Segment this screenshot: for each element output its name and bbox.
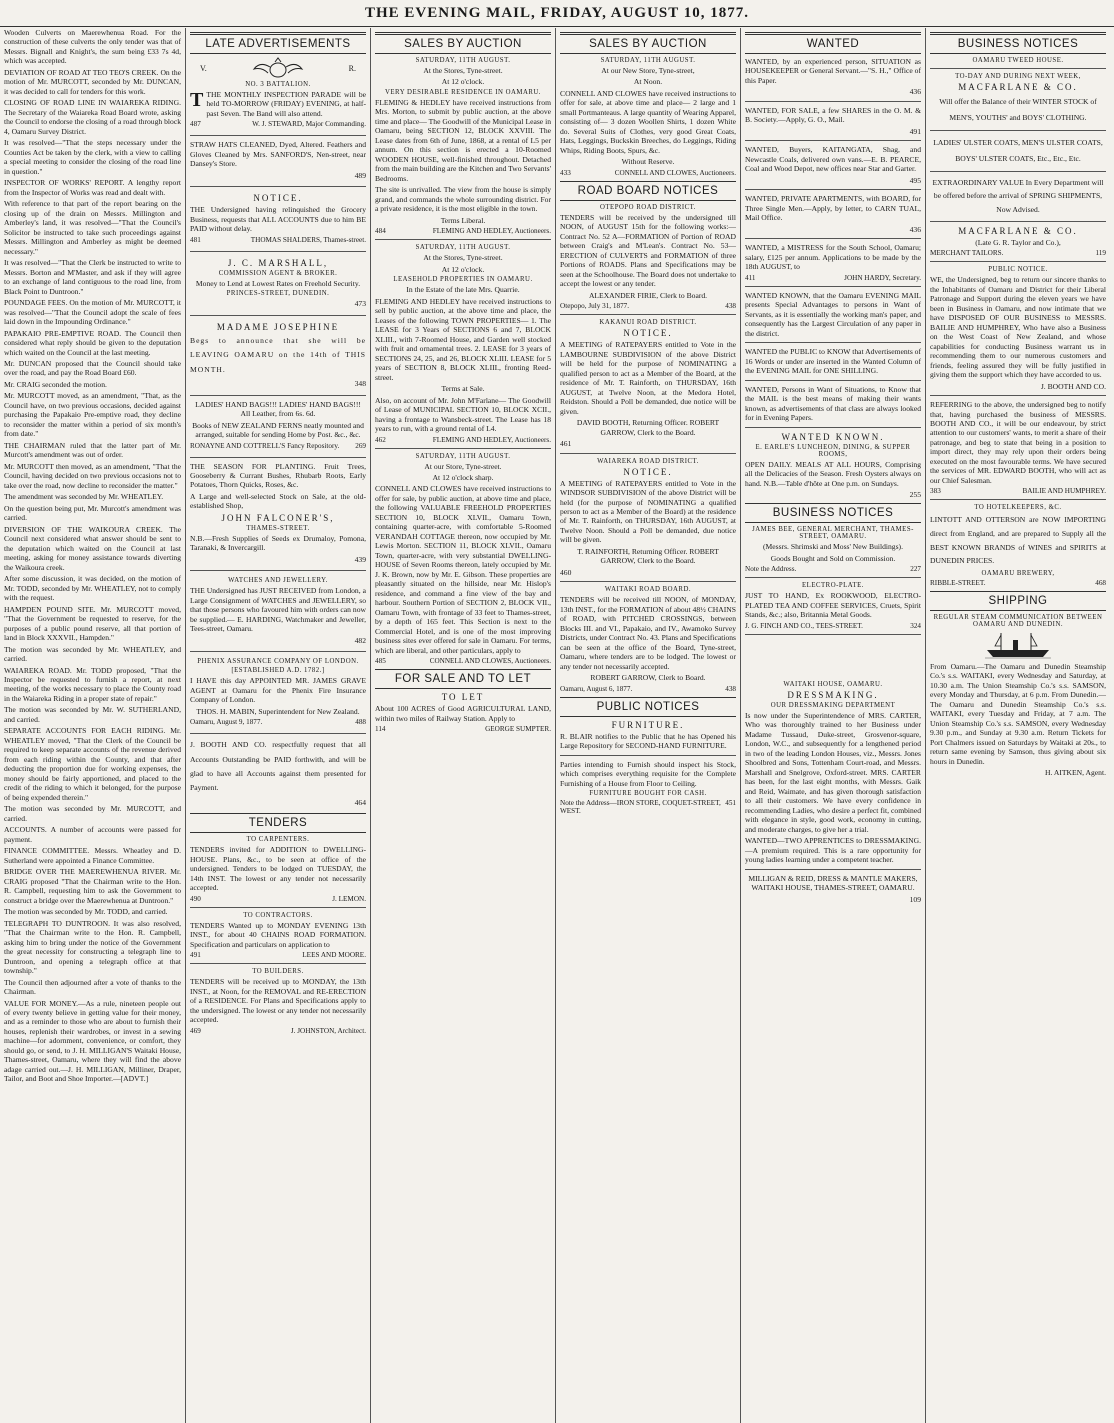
furniture-heading: FURNITURE. [611, 719, 685, 730]
notice-date: Oamaru, August 6, 1877. [560, 684, 633, 693]
madame-josephine-ad [190, 320, 366, 391]
news-paragraph: The amendment was seconded by Mr. WHEATLEY. [4, 492, 164, 502]
watches-heading: WATCHES AND JEWELLERY. [228, 577, 328, 585]
falconer-text: A Large and well-selected Stock on Sale, at the old-established Shop, [190, 491, 366, 511]
wanted-item: WANTED, PRIVATE APARTMENTS, with BOARD, for Three Single Men.—Apply, by letter, to CARN TUAL, Mail Office. [745, 194, 921, 223]
earle-name: E. EARLE'S LUNCHEON, DINING, & SUPPER ROOMS, [755, 443, 911, 458]
lemon-text: TENDERS invited for ADDITION to DWELLING-HOUSE. Plans, &c., to be seen at office of the undersigned. Tenders to be lodged on TUESDAY, the 14th INST. The lowest or any tender not necessarily accepted. [190, 845, 366, 893]
auction-place: At the Stores, Tyne-street. [423, 66, 503, 75]
news-paragraph: PAPAKAIO PRE-EMPTIVE ROAD. The Council then considered what reply should be given to the deputation which waited on the Council at the last meeting. [4, 328, 181, 357]
auction-terms: Terms at Sale. [441, 384, 485, 394]
section-heading: TENDERS [190, 813, 366, 833]
auction-place: At the Stores, Tyne-street. [423, 253, 503, 263]
news-paragraph: SEPARATE ACCOUNTS FOR EACH RIDING. Mr. WHEATLEY moved, "That the Clerk of the Council be required to keep separate accounts of the revenue derived from each riding within the County, and that after deducting the proportion due for working expenses, the money should be fairly apportioned, and placed to the credit of the riding to which it belonged, for the purpose of being expended therein." [4, 726, 181, 802]
district-heading: WAITAKI ROAD BOARD. [604, 586, 692, 594]
blair-address: Note the Address—IRON STORE, COQUET-STREET, WEST. [560, 799, 721, 816]
notice-heading: NOTICE. [623, 466, 673, 477]
auction-text: The site is unrivalled. The view from the house is simply grand, and commands the whole surrounding district. For a private residence, it is the most eligible in the town. [375, 185, 551, 214]
notice-text: THE Undersigned having relinquished the Grocery Business, requests that ALL ACCOUNTS due to him BE PAID without delay. [190, 205, 366, 234]
news-paragraph: ACCOUNTS. A number of accounts were passed for payment. [4, 825, 181, 844]
value-text: EXTRAORDINARY VALUE In Every Department will be offered before the arrival of SPRING SHIPMENTS, Now Advised. [932, 177, 1104, 215]
madame-text: Begs to announce that she will be LEAVING OAMARU on the 14th of THIS MONTH. [190, 335, 366, 374]
straw-hats-ad [190, 140, 366, 182]
district-text: A MEETING of RATEPAYERS entitled to Vote in the WINDSOR SUBDIVISION of the above District will be held (for the purpose of NOMINATING a qualified person to act as a Member of the Board) at the residence of Mr. T. Rainforth, on THURSDAY, 16th AUGUST, at Twelve Noon. Should a Poll be demanded, due notice will be given. [560, 478, 736, 545]
auction-text: FLEMING AND HEDLEY have received instructions to sell by public auction, at the above time and place, the Leases of the following TOWN PROPERTIES— 1. The LEASE for 3 Years of SECTIONS 6 and 7, BLOCK XLIII., with 7-Roomed House, and Garden well stocked with fruit and ornamental trees. 2. LEASE for 3 years of SECTIONS 24, 25, and 26, BLOCK XLIII. LEASE for 5 years of SECTION 8, BLOCK XLIII., fronting Reed-street. [375, 296, 551, 382]
ad-number: 473 [354, 299, 366, 309]
ad-number: 348 [354, 379, 366, 389]
news-paragraph: Mr. MURCOTT then moved, as an amendment, "That the Council, having decided on two previous occasions not to take over the road, now decline to reconsider the matter." [4, 461, 181, 490]
column-wanted [740, 28, 925, 1423]
dressmaking-text: Is now under the Superintendence of MRS. CARTER, Who was thoroughly trained to her Business under Madame Tussaud, Duke-street, Grosvenor-square, London, W.C., and subsequently for a lengthened period in two of the leading London Houses, viz., Messrs. Jones Shoolbred and Sons, Tottenham Court-road, and Messrs. Marshall and Snelgrove, Oxford-street. MRS. CARTER has been, for the last eight months, with Messrs. Gaik and Reid, Waimate, and has given thorough satisfaction to all their customers. We have every confidence in recommending Ladies, who desire a perfect fit, combined with elegance in style, good work, economy in cutting, and moderate charges, to give her a trial. [745, 710, 921, 834]
auction-time: At Noon. [633, 77, 663, 87]
news-paragraph: FINANCE COMMITTEE. Messrs. Wheatley and D. Sutherland were appointed a Finance Committee. [4, 846, 181, 865]
news-paragraph: Mr. MURCOTT moved, as an amendment, "That, as the Council have, on two previous occasions, decided against purchasing the Papakaio Pre-emptive road, they decline to reconsider the matter within a period of six month's from date." [4, 391, 181, 439]
phenix-signature: THOS. H. MABIN, Superintendent for New Zealand. [196, 706, 360, 716]
bee-text: Goods Bought and Sold on Commission. [770, 553, 896, 563]
news-paragraph: The Council then adjourned after a vote of thanks to the Chairman. [4, 977, 181, 997]
planting-ad [190, 462, 366, 567]
planting-text: THE SEASON FOR PLANTING. Fruit Trees, Gooseberry & Currant Bushes, Rhubarb Roots, Early Potatoes, Thorn Quicks, Roses, &c. [190, 461, 366, 490]
news-paragraph: VALUE FOR MONEY.—As a rule, nineteen people out of every twenty believe in getting value for their money, and as a reminder to those who are about to furnish their houses, replenish their wardrobes, or invest in a sewing machine—for adornment, convenience, or comfort, they should go, or send, to J. H. MILLIGAN'S Waitaki House, Thames-street, Oamaru, where they will find the above adage carried out.—J. H. MILLIGAN, Milliner, Draper, Tailor, and Boot and Shoe Importer.—[ADVT.] [4, 998, 181, 1084]
falconer-note: N.B.—Fresh Supplies of Seeds ex Drumaloy, Pomona, Taranaki, & Invercargill. [190, 533, 366, 553]
masthead-title: THE EVENING MAIL, FRIDAY, AUGUST 10, 1877. [364, 4, 749, 21]
section-heading: BUSINESS NOTICES [930, 32, 1106, 54]
district-heading: OTEPOPO ROAD DISTRICT. [599, 203, 697, 211]
brewery-address: RIBBLE-STREET. [930, 579, 986, 587]
macfarlane-name: MACFARLANE & CO. [958, 225, 1078, 236]
section-heading: FOR SALE AND TO LET [375, 669, 551, 689]
auction-text: CONNELL AND CLOWES have received instructions to offer for sale, by public auction, at above time and place, the following VALUABLE FREEHOLD PROPERTIES SECTION 10, BLOCK XLVII., Oamaru Town, containing quarter-acre, with comfortable 5-Roomed VERANDAH COTTAGE thereon, now occupied by Mr. Lewis Morton. SECTION 11, BLOCK XLVII., Oamaru Town, quarter-acre, with very substantial DWELLING-HOUSE of Seven Rooms thereon, lately occupied by Mr. J. K. Brown, now by Mr. E. Gibson. These properties are pleasantly situated on the hillside, near Mr. Hislop's residence, and command a fine view of the bay and harbour. Southern Portion of SECTION 2, BLOCK VII., Oamaru Town, with frontage of 33 feet to Thames-street, by a depth of 165 feet. This Section is next to the Commercial Hotel, and is one of the most improving business sites ever offered for sale in Oamaru. For terms, which are liberal, and other particulars, apply to [375, 484, 551, 655]
brewery-name: OAMARU BREWERY, [981, 570, 1055, 577]
falconer-name: JOHN FALCONER'S, [221, 512, 335, 523]
macfarlane-subtitle: (Late G. R. Taylor and Co.), [975, 237, 1061, 247]
phenix-heading: PHENIX ASSURANCE COMPANY OF LONDON. [197, 658, 359, 666]
wanted-item: WANTED, Persons in Want of Situations, to Know that the MAIL is the best means of making their wants known, as advertisements of that class are always looked for in Evening Papers. [745, 384, 921, 423]
news-paragraph: Mr. CRAIG seconded the motion. [4, 379, 107, 389]
straw-hats-text: STRAW HATS CLEANED, Dyed, Altered. Feathers and Gloves Cleaned by Mrs. SANFORD'S, Nen-street, near Dansey's Store. [190, 140, 366, 169]
marshall-ad [190, 256, 366, 311]
dressmaking-heading: DRESSMAKING. [787, 689, 879, 700]
notice-heading: NOTICE. [623, 328, 673, 339]
today-heading: TO-DAY AND DURING NEXT WEEK, [955, 73, 1081, 80]
auction-date: SATURDAY, 11TH AUGUST. [415, 244, 511, 252]
to-let-heading: TO LET [441, 692, 485, 703]
signature: CONNELL AND CLOWES, Auctioneers. [614, 168, 736, 177]
watches-text: THE Undersigned has JUST RECEIVED from London, a Large Consignment of WATCHES and JEWELLERY, so that those persons who favoured him with orders can now be supplied.— E. HARDING, Watchmaker and Jeweller, Tees-street, Oamaru. [190, 586, 366, 634]
electro-heading: ELECTRO-PLATE. [802, 582, 864, 590]
auction-time: At 12 o'clock. [441, 77, 485, 87]
district-text: A MEETING of RATEPAYERS entitled to Vote in the LAMBOURNE SUBDIVISION of the above District will be held for the purpose of NOMINATING a qualified person to act as a Member of the Board, at the residence of Mr. T. Rainforth, on THURSDAY, 16th AUGUST, at Twelve Noon, at the Medora Hotel, Reidston. Should a Poll be demanded, due notice will be given. [560, 340, 736, 416]
news-paragraph: Mr. DUNCAN proposed that the Council should take over the road, and pay the Road Board £60. [4, 358, 181, 378]
ad-number: 109 [909, 894, 921, 904]
johnston-text: TENDERS will be received up to MONDAY, the 13th INST., at Noon, for the REMOVAL and RE-ERECTION of a RESIDENCE. For Plans and Specifications apply to the undersigned. The lowest or any tender not necessarily accepted. [190, 977, 366, 1025]
ad-number: 462 [375, 435, 386, 444]
news-paragraph: BRIDGE OVER THE MAEREWHENUA RIVER. Mr. CRAIG proposed "That the Chairman write to the Hon. R. Campbell, requesting him to ask the Government to construct a bridge over the Maerewhenua at Duntroon." [4, 867, 181, 905]
ad-number: 487 [190, 120, 201, 129]
marshall-text: Money to Lend at Lowest Rates on Freehold Security. [195, 278, 361, 288]
ad-number: 491 [190, 951, 201, 960]
bags-text: LADIES' HAND BAGS!!! LADIES' HAND BAGS!!! All Leather, from 6s. 6d. [195, 399, 361, 419]
wanted-known-heading: WANTED KNOWN. [781, 431, 885, 442]
auction-terms: Terms Liberal. [440, 215, 486, 225]
phenix-date: Oamaru, August 9, 1877. [190, 718, 263, 727]
earle-text: OPEN DAILY. MEALS AT ALL HOURS, Comprising all the Delicacies of the Season. Fresh Oysters always on hand. N.B.—Table d'hôte at One p.m. on Sundays. [745, 459, 921, 488]
watches-ad [190, 575, 366, 647]
ad-number: 451 [725, 799, 736, 808]
auction-date: SATURDAY, 11TH AUGUST. [415, 57, 511, 64]
signature: J. G. FINCH AND CO., TEES-STREET. [745, 621, 863, 630]
masthead [0, 0, 1114, 27]
ad-number: 269 [355, 441, 366, 450]
ad-number: 436 [909, 224, 921, 234]
macfarlane-name: MACFARLANE & CO. [958, 82, 1078, 92]
vr-right: R. [348, 63, 356, 73]
auction-date: SATURDAY, 11TH AUGUST. [415, 452, 511, 460]
news-paragraph: Wooden Culverts on Maerewhenua Road. For the construction of these culverts the only tender was that of Messrs. Bignall and Knight's, the sum being £33 7s 4d, which was accepted. [4, 28, 181, 66]
wanted-item: WANTED, FOR SALE, a few SHARES in the O. M. & B. Society.—Apply, G. O., Mail. [745, 105, 921, 125]
madame-name: MADAME JOSEPHINE [216, 321, 340, 332]
tender-subheading: TO CONTRACTORS. [243, 911, 313, 919]
auction-time: At 12 o'clock. [441, 264, 485, 274]
tweed-heading: OAMARU TWEED HOUSE. [972, 57, 1064, 64]
district-text: TENDERS will be received till NOON, of MONDAY, 13th INST., for the FORMATION of about 48½ CHAINS of ROAD, with PITCHED CROSSINGS, between Blocks III. and VI., Papakaio, and IV., Awamoko Survey Districts, under Contract No. 43. Plans and Specifications can be seen at the office of the Board, Tyne-street, Oamaru, where tenders are to be lodged. The lowest or any tender not necessarily accepted. [560, 595, 736, 671]
marshall-address: PRINCES-STREET, DUNEDIN. [226, 290, 330, 298]
ad-number: 461 [560, 439, 572, 449]
column-news [0, 28, 185, 1423]
battalion-notice: V. R. NO. 3 BATTALION. TTHE MONTHLY INSPECTION PARADE will be held TO-MORROW (FRIDAY) EVENING, at half-past Seven. The Band will also attend. 487 W. J. STEWARD, Major Commanding. [190, 57, 366, 131]
signature: ALEXANDER FIRIE, Clerk to Board. [588, 290, 708, 300]
vr-left: V. [200, 63, 207, 73]
news-paragraph: POUNDAGE FEES. On the motion of Mr. MURCOTT, it was resolved—"That the Council adopt the scale of fees laid down in the Impounding Ordinance." [4, 298, 181, 327]
signature: GEORGE SUMPTER. [485, 725, 551, 734]
auction-title: VERY DESIRABLE RESIDENCE IN OAMARU. [384, 88, 542, 96]
notice-date: Otepopo, July 31, 1877. [560, 302, 630, 311]
news-paragraph: HAMPDEN POUND SITE. Mr. MURCOTT moved, "That the Government be requested to reserve, for the purposes of a public pound reserve, all that portion of land in Block XXXVII., Hampden." [4, 604, 181, 643]
news-paragraph: TELEGRAPH TO DUNTROON. It was also resolved, "That the Chairman write to the Hon. R. Campbell, asking him to bring under the notice of the Government the great necessity for constructing a telegraph line to Duntroon, and opening a telegraph office at that township." [4, 918, 181, 976]
steamship-icon [983, 630, 1053, 660]
signature: H. AITKEN, Agent. [1045, 768, 1106, 778]
ad-number: 411 [745, 273, 756, 282]
ad-number: 489 [354, 170, 366, 180]
electro-text: JUST TO HAND, Ex ROOKWOOD, ELECTRO-PLATED TEA AND COFFEE SERVICES, Cruets, Spirit Stands, &c.; also, Britannia Metal Goods. [745, 591, 921, 620]
section-heading: ROAD BOARD NOTICES [560, 181, 736, 201]
signature: J. LEMON. [332, 894, 366, 903]
ad-number: 438 [725, 684, 736, 693]
wanted-item: WANTED the PUBLIC to KNOW that Advertisements of 16 Words or under are inserted in the Wanted Column of the EVENING MAIL for ONE SHILLING. [745, 347, 921, 376]
ad-number: 495 [909, 175, 921, 185]
ad-number: 438 [725, 302, 736, 311]
auction-text: FLEMING & HEDLEY have received instructions from Mrs. Morton, to submit by public auction, at the above time and place— The Goodwill of the Municipal Lease in Oamaru, being SECTION 12, BLOCK XXVIII. The Lease dates from 6th of June, 1868, at a rental of L5 per annum. On this section is erected a 10-Roomed WOODEN HOUSE, well-finished throughout. Detached from the main building are the Kitchen and Two Servants' Bedrooms. [375, 97, 551, 183]
shalders-notice [190, 191, 366, 246]
ad-number: 490 [190, 894, 201, 903]
hand-bags-ad [190, 400, 366, 453]
waitaki-house-heading: WAITAKI HOUSE, OAMARU. [783, 680, 883, 688]
news-paragraph: After some discussion, it was decided, on the motion of Mr. TODD, seconded by Mr. WHEATLEY, not to comply with the request. [4, 574, 181, 603]
auction-date: SATURDAY, 11TH AUGUST. [600, 57, 696, 64]
phenix-ad [190, 656, 366, 729]
ad-number: 119 [1095, 249, 1106, 258]
ad-number: 433 [560, 168, 571, 177]
referring-text: REFERRING to the above, the undersigned beg to notify that, having purchased the business of MESSRS. BOOTH AND CO., it will be our endeavour, by strict attention to our customers' wants, to merit a share of their patronage, and beg to state that being in a position to import direct, they may rely upon their orders being executed on the most favourable terms. We have secured the services of MR. EDWARD BOOTH, who will act as our Chief Salesman. [930, 400, 1106, 485]
auction-place: At our Store, Tyne-street. [424, 461, 502, 471]
hotel-heading: TO HOTELKEEPERS, &C. [974, 504, 1062, 512]
signature: FLEMING AND HEDLEY, Auctioneers. [432, 227, 551, 236]
signature: CONNELL AND CLOWES, Auctioneers. [429, 657, 551, 666]
falconer-address: THAMES-STREET. [246, 524, 310, 532]
news-paragraph: It was resolved—"That the Clerk be instructed to write to Messrs. Borton and M'Master, and ask if they will agree to an exchange of land contiguous to the road line, from Black Point to Duntroon." [4, 258, 181, 296]
ad-number: 439 [354, 554, 366, 564]
ad-number: 324 [910, 621, 921, 630]
news-paragraph: THE CHAIRMAN ruled that the latter part of Mr. Murcott's amendment was out of order. [4, 440, 181, 460]
ad-number: 485 [375, 657, 386, 666]
tender-subheading: TO BUILDERS. [252, 968, 304, 976]
bee-subtitle: (Messrs. Shrimski and Moss' New Buildings). [763, 542, 903, 552]
milligan-text: MILLIGAN & REID, DRESS & MANTLE MAKERS, WAITAKI HOUSE, THAMES-STREET, OAMARU. [748, 873, 918, 893]
shipping-text: From Oamaru.—The Oamaru and Dunedin Steamship Co.'s s.s. WAITAKI, every Wednesday and Saturday, at 10.30 a.m. The Union Steamship Co.'s s.s. SAMSON, every Monday and Thursday, at 6 p.m. From Dunedin.—The Oamaru and Dunedin Steamship Co.'s s.s. WAITAKI, every Tuesday and Friday, at 7 a.m. The Union Steamship Co.'s s.s. SAMSON, every Wednesday 9.30 p.m., and Sunday at 9.30 a.m. Return Tickets for Port Chalmers issued on Saturdays by Waitaki at 20s., to return same evening by Samson, thus giving about six hours in Dunedin. [930, 662, 1106, 766]
section-heading: SALES BY AUCTION [560, 32, 736, 54]
bee-name: JAMES BEE, GENERAL MERCHANT, THAMES-STREET, OAMARU. [752, 526, 914, 541]
royal-crest-icon [248, 57, 308, 79]
ad-number: 383 [930, 487, 941, 496]
ad-number: 469 [190, 1026, 201, 1035]
tender-subheading: TO CARPENTERS. [246, 836, 310, 844]
macfarlane-trade: MERCHANT TAILORS. [930, 249, 1004, 258]
marshall-name: J. C. MARSHALL, [227, 257, 329, 268]
ad-number: 468 [1095, 579, 1106, 587]
signature: DAVID BOOTH, Returning Officer. ROBERT GARROW, Clerk to the Board. [576, 418, 720, 437]
news-paragraph: With reference to that part of the report bearing on the closing up of the drain on Messrs. Millington and Amberley's land, it was resolved—"That the Council's Solicitor be instructed to take such proceedings against Messrs. Millington and Amberley as might be deemed necessary." [4, 199, 181, 256]
ad-number: 460 [560, 567, 572, 577]
news-paragraph: The motion was seconded by Mr. WHEATLEY, and carried. [4, 644, 181, 664]
news-paragraph: It was resolved—"That the steps necessary under the Counties Act be taken by the clerk, with a view to calling a special meeting to consider the closing of the road line in question." [4, 138, 181, 176]
public-notice-heading: PUBLIC NOTICE. [988, 266, 1048, 274]
news-paragraph: The motion was seconded by Mr. TODD, and carried. [4, 907, 168, 917]
phenix-established: [ESTABLISHED A.D. 1782.] [231, 667, 325, 675]
wanted-item: WANTED, by an experienced person, SITUATION as HOUSEKEEPER or General Servant.—"S. H.," Office of this Paper. [745, 57, 921, 85]
battalion-title: NO. 3 BATTALION. [245, 81, 311, 88]
auction-text: Also, on account of Mr. John M'Farlane— The Goodwill of Lease of MUNICIPAL SECTION 10, BLOCK XCII., having a frontage to Wansbeck-street. The Lease has 18 years to run, with a ground rental of L4. [375, 395, 551, 434]
ad-number: 484 [375, 227, 386, 236]
ad-number: 482 [354, 635, 366, 645]
macfarlane-text: Will offer the Balance of their WINTER STOCK of MEN'S, YOUTHS' and BOYS' CLOTHING. [939, 97, 1097, 122]
notice-heading: NOTICE. [253, 193, 303, 204]
signature: BAILIE AND HUMPHREY. [1022, 487, 1106, 496]
news-paragraph: The motion was seconded by Mr. W. SUTHERLAND, and carried. [4, 705, 181, 724]
page-columns [0, 28, 1114, 1423]
news-paragraph: WAIAREKA ROAD. Mr. TODD proposed, "That the Inspector be requested to furnish a report, at next meeting, of the works necessary to place the County road in the Waiareka Riding in a proper state of repair." [4, 665, 181, 703]
ad-number: 464 [354, 797, 366, 807]
to-let-text: About 100 ACRES of Good AGRICULTURAL LAND, within two miles of Railway Station. Apply to [375, 704, 551, 723]
marshall-title: COMMISSION AGENT & BROKER. [218, 269, 338, 277]
apprentices-text: WANTED—TWO APPRENTICES to DRESSMAKING.—A premium required. This is a rare opportunity for young ladies learning under a competent teacher. [745, 836, 921, 865]
blair-text: R. BLAIR notifies to the Public that he has Opened his Large Repository for SECOND-HAND FURNITURE. [560, 731, 736, 751]
bee-address: Note the Address. [745, 565, 797, 574]
auction-reserve: Without Reserve. [621, 157, 675, 167]
ulster-text: LADIES' ULSTER COATS, MEN'S ULSTER COATS, BOYS' ULSTER COATS, Etc., Etc., Etc. [933, 137, 1103, 163]
phenix-text: I HAVE this day APPOINTED MR. JAMES GRAVE AGENT at Oamaru for the Phenix Fire Insurance Company of London. [190, 676, 366, 705]
ad-number: 481 [190, 235, 201, 244]
signature: J. BOOTH AND CO. [1040, 381, 1106, 391]
dressmaking-subheading: OUR DRESSMAKING DEPARTMENT [770, 701, 896, 709]
signature: JOHN HARDY, Secretary. [844, 273, 921, 282]
blair-body: Parties intending to Furnish should inspect his Stock, which comprises everything requisite for the Complete Furnishing of a House from Floor to Ceiling. [560, 759, 736, 788]
ad-number: 491 [909, 126, 921, 136]
auction-title: LEASEHOLD PROPERTIES IN OAMARU. [393, 276, 533, 284]
booth-ad [190, 738, 366, 809]
ferns-text: Books of NEW ZEALAND FERNS neatly mounted and arranged, suitable for sending Home by Post. &c., &c. [192, 420, 364, 440]
wanted-item: WANTED KNOWN, that the Oamaru EVENING MAIL presents Special Advantages to persons in Want of Servants, as it is essentially the working man's paper, and consequently has the Largest Circulation of any paper in the district. [745, 290, 921, 338]
section-heading: PUBLIC NOTICES [560, 697, 736, 717]
ad-number: 436 [909, 87, 921, 97]
section-heading: SALES BY AUCTION [375, 32, 551, 54]
district-heading: KAKANUI ROAD DISTRICT. [599, 319, 697, 327]
lintott-text: LINTOTT AND OTTERSON are NOW IMPORTING direct from England, and are prepared to Supply all the BEST KNOWN BRANDS of WINES and SPIRITS at DUNEDIN PRICES. [930, 515, 1106, 566]
auction-text: CONNELL AND CLOWES have received instructions to offer for sale, at above time and place— 2 large and 1 small Portmanteaus. A large quantity of Wearing Apparel, consisting of— 3 dozen Woollen Shirts, 1 dozen White do. Several Suits of Clothes, very good Great Coats, Hats, Leggings, Buckskin Breeches, do Leggings, Riding Whips, Riding Boots, Spurs, &c. [560, 88, 736, 155]
auction-subtitle: In the Estate of the late Mrs. Quarrie. [406, 285, 520, 295]
column-sales-by-auction-2 [555, 28, 740, 1423]
news-paragraph: The motion was seconded by Mr. MURCOTT, and carried. [4, 804, 181, 823]
auction-time: At 12 o'clock sharp. [432, 472, 494, 482]
ad-number: 255 [909, 489, 921, 499]
news-paragraph: On the question being put, Mr. Murcott's amendment was carried. [4, 503, 181, 523]
section-heading: LATE ADVERTISEMENTS [190, 32, 366, 54]
section-heading: WANTED [745, 32, 921, 54]
section-heading: SHIPPING [930, 591, 1106, 611]
signature: THOMAS SHALDERS, Thames-street. [250, 235, 366, 244]
wanted-item: WANTED, a MISTRESS for the South School, Oamaru; salary, £125 per annum. Applications to be made by the 18th AUGUST, to [745, 243, 921, 272]
lees-text: TENDERS Wanted up to MONDAY EVENING 13th INST., for about 40 CHAINS ROAD FORMATION. Specification and particulars on application to [190, 920, 366, 949]
signature: FLEMING AND HEDLEY, Auctioneers. [432, 435, 551, 444]
auction-place: At our New Store, Tyne-street, [601, 66, 695, 75]
district-text: TENDERS will be received by the undersigned till NOON, of AUGUST 15th for the following works:— Contract No. 52 A—FORMATION of Portion of ROAD between Craig's and M'Lean's. Contract No. 53—ERECTION of CULVERTS and FORMATION of three Portions of ROADS. Plans and Specifications may be seen at the Schoolhouse. The Board does not undertake to accept the lowest or any tender. [560, 212, 736, 289]
signature: W. J. STEWARD, Major Commanding. [252, 120, 366, 129]
ronayne-name: RONAYNE AND COTTRELL'S Fancy Repository. [190, 441, 340, 450]
news-paragraph: DEVIATION OF ROAD AT TEO TEO'S CREEK. On the motion of Mr. MURCOTT, seconded by Mr. DUNCAN, it was decided to call for tenders for this work. [4, 67, 181, 96]
news-paragraph: DIVERSION OF THE WAIKOURA CREEK. The Council next considered what answer should be sent to the deputation which waited on the Council at last meeting, asking for money assistance towards diverting the Waikoura creek. [4, 524, 181, 572]
ad-number: 488 [355, 718, 366, 727]
blair-cash: FURNITURE BOUGHT FOR CASH. [589, 790, 707, 798]
wanted-item: WANTED, Buyers, KAITANGATA, Shag, and Newcastle Coals, delivered own vans.—E. B. PEARCE, Coal and Wood Depot, new offices near Star and Garter. [745, 145, 921, 174]
public-notice-text: WE, the Undersigned, beg to return our sincere thanks to the Inhabitants of Oamaru and District for their Liberal Patronage and Support during the eleven years we have been in Business in Oamaru, and now intimate that we have DISPOSED OF OUR BUSINESS to MESSRS. BAILIE AND HUMPHREY, Who have also a Business on the West Coast of New Zealand, and whose capabilities for conducting Business warrant us in recommending them to our numerous customers and friends, feeling assured they will be fully justified in giving them the support which they have accorded to us. [930, 275, 1106, 380]
signature: T. RAINFORTH, Returning Officer. ROBERT GARROW, Clerk to the Board. [577, 546, 719, 566]
news-paragraph: CLOSING OF ROAD LINE IN WAIAREKA RIDING. The Secretary of the Waiareka Road Board wrote, asking the Council to endorse the closing of a road through block 4, Oamaru Survey District. [4, 98, 181, 136]
district-heading: WAIAREKA ROAD DISTRICT. [597, 457, 699, 465]
signature: J. JOHNSTON, Architect. [290, 1026, 366, 1035]
section-heading: BUSINESS NOTICES [745, 503, 921, 523]
signature: ROBERT GARROW, Clerk to Board. [590, 673, 706, 683]
ad-number: 227 [910, 565, 921, 574]
booth-text: J. BOOTH AND CO. respectfully request that all Accounts Outstanding be PAID forthwith, and will be glad to have all Accounts against them presented for Payment. [190, 740, 366, 793]
parade-text: THE MONTHLY INSPECTION PARADE will be held TO-MORROW (FRIDAY) EVENING, at half-past Seven. The Band will also attend. [206, 90, 366, 118]
column-business-notices [925, 28, 1110, 1423]
shipping-title: REGULAR STEAM COMMUNICATION BETWEEN OAMARU AND DUNEDIN. [933, 614, 1103, 628]
column-late-advertisements [185, 28, 370, 1423]
column-sales-by-auction-1 [370, 28, 555, 1423]
signature: LEES AND MOORE. [302, 951, 366, 960]
news-paragraph: INSPECTOR OF WORKS' REPORT. A lengthy report from the Inspector of Works was read and dealt with. [4, 178, 181, 197]
ad-number: 114 [375, 725, 386, 734]
